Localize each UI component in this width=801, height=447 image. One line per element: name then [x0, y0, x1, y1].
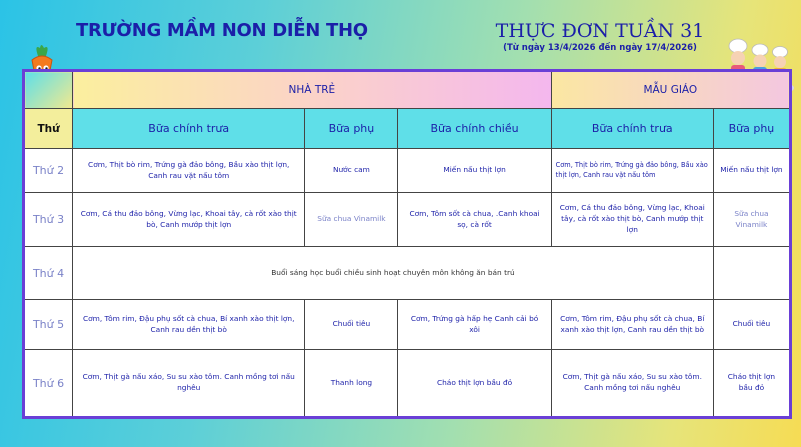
table-group-header-row	[24, 71, 791, 109]
mg-lunch-cell: Cơm, Thịt gà nấu xáo, Su su xào tôm. Canh mồng tơi nấu nghêu	[551, 350, 713, 418]
table-row	[24, 193, 791, 247]
nt-snack-cell: Chuối tiêu	[305, 300, 398, 350]
nt-afternoon-cell: Cháo thịt lợn bầu đỏ	[398, 350, 551, 418]
nt-snack-cell: Thanh long	[305, 350, 398, 418]
day-label: Thứ 4	[24, 247, 73, 300]
nt-afternoon-cell: Cơm, Trứng gà hấp hẹ Canh cải bó xôi	[398, 300, 551, 350]
column-header-nt-afternoon: Bữa chính chiều	[398, 109, 551, 149]
mg-lunch-cell: Cơm, Tôm rim, Đậu phụ sốt cà chua, Bí xanh xào thịt lợn, Canh rau dền thịt bò	[551, 300, 713, 350]
corner-cell	[24, 71, 73, 109]
table-row	[24, 300, 791, 350]
mg-snack-cell: Sữa chua Vinamilk	[713, 193, 790, 247]
mg-snack-cell-empty	[713, 247, 790, 300]
nt-lunch-cell: Cơm, Thịt bò rim, Trứng gà đảo bông, Bầu xào thịt lợn, Canh rau vặt nấu tôm	[73, 149, 305, 193]
table-column-header-row	[24, 109, 791, 149]
mg-snack-cell: Chuối tiêu	[713, 300, 790, 350]
nt-afternoon-cell: Miến nấu thịt lợn	[398, 149, 551, 193]
day-label: Thứ 5	[24, 300, 73, 350]
column-header-nt-lunch: Bữa chính trưa	[73, 109, 305, 149]
mg-snack-cell: Miến nấu thịt lợn	[713, 149, 790, 193]
day-label: Thứ 2	[24, 149, 73, 193]
day-label: Thứ 3	[24, 193, 73, 247]
nt-lunch-cell: Cơm, Thịt gà nấu xáo, Su su xào tôm. Canh mồng tơi nấu nghêu	[73, 350, 305, 418]
menu-date-range: (Từ ngày 13/4/2026 đến ngày 17/4/2026)	[503, 43, 697, 53]
weekly-menu-table	[22, 69, 792, 419]
nt-lunch-cell: Cơm, Cá thu đảo bông, Vừng lạc, Khoai tây, cà rốt xào thịt bò, Canh mướp thịt lợn	[73, 193, 305, 247]
no-meal-note: Buổi sáng học buổi chiều sinh hoạt chuyên môn không ăn bán trú	[73, 247, 714, 300]
mg-lunch-cell: Cơm, Thịt bò rim, Trứng gà đảo bông, Bầu xào thịt lợn, Canh rau vặt nấu tôm	[551, 149, 713, 193]
column-header-nt-snack: Bữa phụ	[305, 109, 398, 149]
nt-snack-cell: Nước cam	[305, 149, 398, 193]
group-header-mau-giao: MẪU GIÁO	[551, 71, 790, 109]
nt-snack-cell: Sữa chua Vinamilk	[305, 193, 398, 247]
day-label: Thứ 6	[24, 350, 73, 418]
table-row	[24, 149, 791, 193]
column-header-mg-snack: Bữa phụ	[713, 109, 790, 149]
nt-lunch-cell: Cơm, Tôm rim, Đậu phụ sốt cà chua, Bí xanh xào thịt lợn, Canh rau dền thịt bò	[73, 300, 305, 350]
table-row	[24, 350, 791, 418]
menu-title: THỰC ĐƠN TUẦN 31	[495, 20, 705, 42]
mg-snack-cell: Cháo thịt lợn bầu đỏ	[713, 350, 790, 418]
column-header-day: Thứ	[24, 109, 73, 149]
mg-lunch-cell: Cơm, Cá thu đảo bông, Vừng lạc, Khoai tây, cà rốt xào thịt bò, Canh mướp thịt lợn	[551, 193, 713, 247]
nt-afternoon-cell: Cơm, Tôm sốt cà chua, .Canh khoai sọ, cà rốt	[398, 193, 551, 247]
column-header-mg-lunch: Bữa chính trưa	[551, 109, 713, 149]
table-row	[24, 247, 791, 300]
group-header-nha-tre: NHÀ TRẺ	[73, 71, 552, 109]
school-name: TRƯỜNG MẦM NON DIỄN THỌ	[76, 20, 368, 41]
